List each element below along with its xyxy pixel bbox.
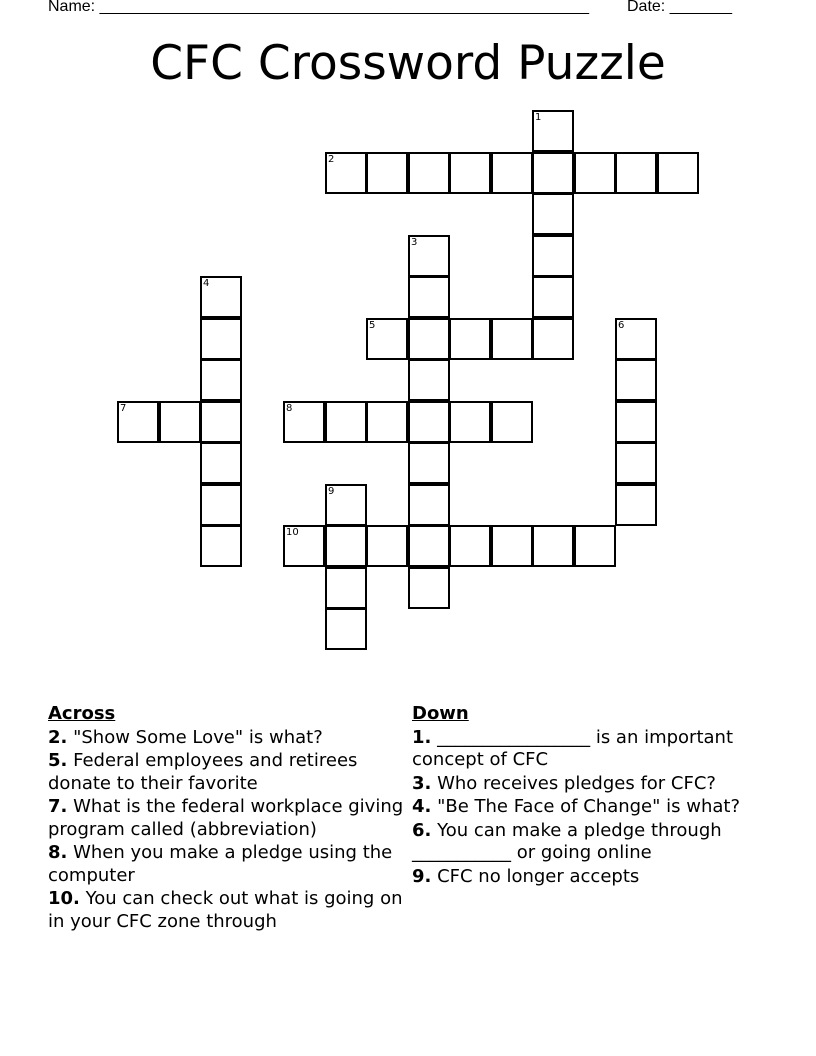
crossword-cell[interactable] [200, 525, 242, 567]
across-heading: Across [48, 703, 116, 724]
clue-across-5 [48, 750, 408, 795]
page-title: CFC Crossword Puzzle [150, 36, 666, 91]
down-clues [412, 703, 772, 888]
clue-number: 4. [412, 796, 432, 817]
crossword-cell[interactable] [449, 525, 491, 567]
clue-across-10 [48, 888, 408, 933]
crossword-cell[interactable] [408, 318, 450, 360]
crossword-cell[interactable] [615, 152, 657, 194]
clue-across-2 [48, 727, 408, 750]
crossword-cell[interactable] [408, 152, 450, 194]
clue-number: 9. [412, 865, 432, 887]
clue-across-8 [48, 842, 408, 887]
clue-number-label: 5 [369, 320, 376, 331]
crossword-cell[interactable] [408, 276, 450, 318]
crossword-cell[interactable] [283, 525, 325, 567]
clue-number: 5. [48, 750, 68, 771]
crossword-cell[interactable] [159, 401, 201, 443]
clue-number: 2. [48, 726, 68, 748]
clue-down-6 [412, 820, 772, 865]
crossword-cell[interactable] [532, 110, 574, 152]
crossword-cell[interactable] [200, 359, 242, 401]
clue-number-label: 8 [286, 403, 293, 414]
clue-number: 1. [412, 726, 432, 748]
clue-number-label: 2 [328, 154, 335, 165]
clue-down-1 [412, 727, 772, 772]
crossword-cell[interactable] [449, 318, 491, 360]
clue-text: "Be The Face of Change" is what? [431, 796, 741, 817]
clue-text: Federal employees and retirees donate to their favorite [48, 750, 358, 794]
crossword-cell[interactable] [366, 525, 408, 567]
crossword-cell[interactable] [449, 401, 491, 443]
clue-text: _________________ is an important concept of CFC [412, 726, 734, 770]
crossword-cell[interactable] [408, 525, 450, 567]
crossword-cell[interactable] [325, 525, 367, 567]
crossword-cell[interactable] [491, 525, 533, 567]
crossword-cell[interactable] [200, 318, 242, 360]
crossword-cell[interactable] [408, 484, 450, 526]
crossword-cell[interactable] [449, 152, 491, 194]
crossword-cell[interactable] [325, 608, 367, 650]
crossword-cell[interactable] [366, 152, 408, 194]
crossword-cell[interactable] [408, 235, 450, 277]
clue-number-label: 1 [535, 112, 542, 123]
crossword-cell[interactable] [532, 235, 574, 277]
clue-number-label: 10 [286, 527, 299, 538]
down-heading: Down [412, 703, 469, 724]
clue-number-label: 9 [328, 486, 335, 497]
clue-text: When you make a pledge using the computer [48, 842, 393, 886]
clue-down-4 [412, 796, 772, 819]
crossword-cell[interactable] [200, 442, 242, 484]
name-field[interactable]: Name: _______________________________________________________ [48, 0, 589, 15]
crossword-cell[interactable] [615, 318, 657, 360]
clue-text: You can check out what is going on in your CFC zone through [48, 888, 403, 932]
clue-text: "Show Some Love" is what? [67, 726, 323, 748]
clue-down-3 [412, 773, 772, 796]
crossword-cell[interactable] [325, 152, 367, 194]
clue-text: Who receives pledges for CFC? [431, 772, 716, 794]
crossword-cell[interactable] [615, 401, 657, 443]
crossword-cell[interactable] [408, 401, 450, 443]
clue-number-label: 7 [120, 403, 127, 414]
crossword-cell[interactable] [117, 401, 159, 443]
clue-number: 8. [48, 842, 68, 863]
crossword-cell[interactable] [366, 318, 408, 360]
across-clues [48, 703, 408, 933]
clue-number: 7. [48, 796, 68, 817]
clue-across-7 [48, 796, 408, 841]
date-field[interactable]: Date: _______ [627, 0, 732, 15]
crossword-cell[interactable] [200, 276, 242, 318]
crossword-cell[interactable] [325, 484, 367, 526]
crossword-cell[interactable] [200, 401, 242, 443]
crossword-cell[interactable] [200, 484, 242, 526]
crossword-cell[interactable] [657, 152, 699, 194]
crossword-cell[interactable] [615, 442, 657, 484]
clue-number-label: 4 [203, 278, 210, 289]
crossword-cell[interactable] [491, 401, 533, 443]
crossword-cell[interactable] [491, 152, 533, 194]
crossword-cell[interactable] [408, 359, 450, 401]
clue-number-label: 3 [411, 237, 418, 248]
crossword-cell[interactable] [491, 318, 533, 360]
clue-number-label: 6 [618, 320, 625, 331]
crossword-cell[interactable] [408, 567, 450, 609]
clue-text: You can make a pledge through ___________ or going online [412, 819, 722, 863]
crossword-cell[interactable] [325, 401, 367, 443]
crossword-cell[interactable] [532, 152, 574, 194]
clue-down-9 [412, 866, 772, 889]
crossword-cell[interactable] [532, 318, 574, 360]
clue-text: What is the federal workplace giving program called (abbreviation) [48, 796, 404, 840]
crossword-cell[interactable] [615, 484, 657, 526]
clue-number: 3. [412, 772, 432, 794]
crossword-cell[interactable] [532, 193, 574, 235]
crossword-cell[interactable] [532, 525, 574, 567]
clue-number: 6. [412, 819, 432, 841]
crossword-cell[interactable] [574, 152, 616, 194]
clue-text: CFC no longer accepts [431, 865, 640, 887]
crossword-cell[interactable] [325, 567, 367, 609]
crossword-cell[interactable] [366, 401, 408, 443]
crossword-cell[interactable] [574, 525, 616, 567]
crossword-cell[interactable] [615, 359, 657, 401]
crossword-cell[interactable] [532, 276, 574, 318]
crossword-cell[interactable] [283, 401, 325, 443]
crossword-cell[interactable] [408, 442, 450, 484]
clue-number: 10. [48, 888, 80, 909]
